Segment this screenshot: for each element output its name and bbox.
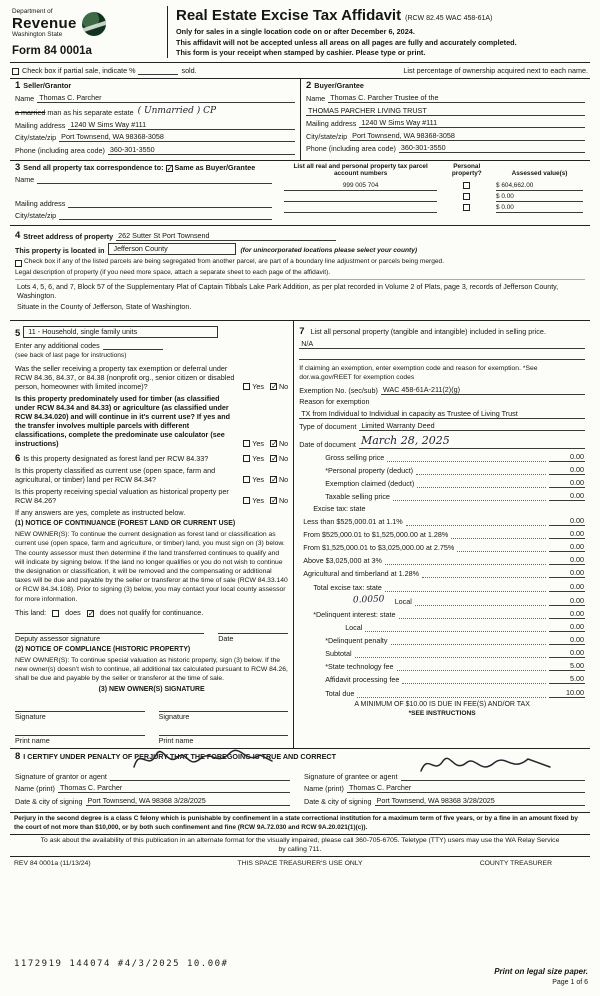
personal-property-field[interactable]: N/A	[299, 339, 585, 349]
amount-field[interactable]: 10.00	[549, 688, 585, 698]
tax-line-label: Excise tax: state	[313, 504, 366, 513]
county-select[interactable]: Jefferson County	[108, 243, 236, 255]
tax-line-label: *Delinquent interest: state	[313, 610, 396, 619]
assessed-value-field[interactable]: $ 604,662.00	[496, 182, 583, 191]
no-label: No	[278, 454, 289, 464]
print-legal-size-note: Print on legal size paper.	[494, 967, 588, 977]
correspondence-mailing-field[interactable]	[68, 200, 271, 208]
dor-logo-block	[10, 6, 168, 58]
tax-line-gross-selling-price	[299, 452, 585, 462]
tax-line-label: *Delinquent penalty	[325, 636, 388, 646]
county-note: (for unincorporated locations please select your county)	[240, 246, 418, 254]
legal-description-label: Legal description of property (if you need more space, attach a separate sheet to each page of the affidavit).	[15, 269, 331, 277]
notice-compliance-text: NEW OWNER(S): To continue special valuation as historic property, sign (3) below. If the new owner(s) doesn't wish to continue, all additional tax calculated pursuant to RCW 84.26, shall be due and payable by the seller or transferor at the time of sale.	[15, 656, 288, 683]
revenue-wordmark: Revenue	[12, 15, 77, 32]
tax-line-excise-tax-state	[299, 504, 585, 513]
exemption-deferral-question: Was the seller receiving a property tax exemption or deferral under RCW 84.36, 84.37, or 84.38 (nonprofit org., senior citizen or disabled person, homeowner with limited income)?	[15, 363, 235, 391]
section-3-correspondence	[10, 161, 590, 226]
section-4-number: 4	[15, 230, 21, 242]
seller-name-field[interactable]: Thomas C. Parcher	[37, 93, 295, 103]
sold-label: sold.	[181, 66, 197, 76]
tax-line-bracket-2	[299, 529, 585, 539]
section-7-column	[294, 321, 590, 748]
notice-line-2: This affidavit will not be accepted unless all areas on all pages are fully and accurately completed.	[176, 37, 517, 47]
personal-property-field-2[interactable]	[299, 352, 585, 360]
page-indicator: Page 1 of 6	[552, 979, 588, 987]
historic-property-question: Is this property receiving special valuation as historical property per RCW 84.26?	[15, 487, 229, 506]
located-in-label: This property is located in	[15, 246, 105, 256]
amount-field[interactable]: 0.00	[549, 555, 585, 565]
parcel-row	[282, 191, 585, 202]
grantee-date-city-label: Date & city of signing	[304, 796, 372, 806]
buyer-city-label: City/state/zip	[306, 131, 348, 141]
amount-field[interactable]: 0.00	[549, 635, 585, 645]
tax-line-bracket-4	[299, 555, 585, 565]
notice-line-3: This form is your receipt when stamped by cashier. Please type or print.	[176, 48, 426, 58]
tax-line-delinquent-penalty	[299, 635, 585, 645]
notice-continuance-title: (1) NOTICE OF CONTINUANCE (FOREST LAND OR CURRENT USE)	[15, 520, 236, 528]
buyer-heading: Buyer/Grantee	[314, 81, 364, 91]
tax-line-label: *Personal property (deduct)	[325, 465, 414, 475]
col-assessed-values: Assessed value(s)	[511, 170, 568, 178]
section-1-number: 1	[15, 80, 21, 92]
if-yes-note: If any answers are yes, complete as instructed below.	[15, 508, 186, 518]
buyer-city-field[interactable]: Port Townsend, WA 98368-3058	[350, 131, 585, 141]
document-date-field[interactable]: March 28, 2025	[359, 434, 585, 449]
section-7-number: 7	[299, 325, 305, 337]
seller-mailing-field[interactable]: 1240 W Sims Way #111	[68, 120, 295, 130]
no-checkbox[interactable]: ✓	[270, 475, 278, 485]
tax-line-bracket-1	[299, 516, 585, 526]
forest-land-question: Is this property designated as forest land per RCW 84.33?	[23, 453, 209, 463]
tax-line-label: Local	[394, 596, 412, 606]
current-use-question: Is this property classified as current use (open space, farm and agricultural, or timber) land per RCW 84.34?	[15, 466, 216, 485]
buyer-mailing-field[interactable]: 1240 W Sims Way #111	[359, 118, 585, 128]
amount-field[interactable]: 0.00	[549, 516, 585, 526]
amount-field[interactable]: 0.00	[549, 596, 585, 606]
amount-field[interactable]: 0.00	[549, 609, 585, 619]
street-address-field[interactable]: 262 Sutter St Port Townsend	[116, 231, 336, 241]
rev-form-code: REV 84 0001a (11/13/24)	[14, 860, 91, 868]
street-address-label: Street address of property	[23, 231, 114, 241]
tax-line-label: Taxable selling price	[325, 491, 390, 501]
tax-line-label: Total excise tax: state	[313, 582, 382, 592]
tax-line-label: Subtotal	[325, 649, 352, 659]
tax-line-label: Affidavit processing fee	[325, 675, 400, 685]
no-label: No	[278, 496, 289, 506]
document-type-label: Type of document	[299, 422, 357, 432]
rcw-reference: (RCW 82.45 WAC 458-61A)	[405, 15, 493, 22]
personal-property-checkbox[interactable]	[463, 182, 470, 189]
print-name-label: Print name	[158, 735, 194, 745]
parcel-row	[282, 202, 585, 213]
date-label: Date	[218, 633, 234, 643]
correspondence-name-label: Name	[15, 175, 35, 185]
form-title: Real Estate Excise Tax Affidavit	[176, 7, 402, 24]
seller-city-label: City/state/zip	[15, 133, 57, 143]
new-owner-signature-line[interactable]	[15, 704, 145, 712]
signature-label: Signature	[158, 711, 190, 721]
yes-checkbox[interactable]	[243, 497, 250, 504]
form-number: Form 84 0001a	[12, 45, 92, 57]
new-owner-print-name-line[interactable]	[15, 728, 145, 736]
amount-field[interactable]: 0.00	[549, 465, 585, 475]
tax-line-label: Gross selling price	[325, 452, 385, 462]
tax-line-affidavit-processing-fee	[299, 674, 585, 684]
same-as-buyer-checkbox[interactable]: ✓	[166, 164, 174, 174]
section-2-buyer	[300, 79, 590, 160]
amount-field[interactable]: 0.00	[549, 478, 585, 488]
does-not-checkbox[interactable]: ✓	[87, 608, 95, 618]
yes-label: Yes	[252, 496, 264, 506]
handwritten-local-rate: 0.0050	[353, 594, 385, 606]
new-owner-print-name-line[interactable]	[159, 728, 289, 736]
yes-checkbox[interactable]	[243, 455, 250, 462]
new-owners-signature-title: (3) NEW OWNER(S) SIGNATURE	[98, 686, 205, 694]
grantee-date-city-field[interactable]: Port Townsend, WA 98368 3/28/2025	[375, 796, 585, 806]
correspondence-heading: Send all property tax correspondence to:	[23, 163, 164, 173]
no-checkbox[interactable]: ✓	[270, 381, 278, 391]
notice-continuance-text: NEW OWNER(S): To continue the current designation as forest land or classification as current use (open space, farm and agriculture, or timber) land, you must sign on (3) below. The county assessor must then determine if the land transferred continues to qualify and will indicate by signing below. If the land no longer qualifies or you do not wish to continue the designation or classification, it will be removed and the compensating or additional taxes will be due and payable by the seller or transferor at the time of sale (RCW 84.33.140 or RCW 84.34.108). Prior to signing (3) below, you may contact your local county assessor for more information.	[15, 531, 288, 603]
exemption-instructions: If claiming an exemption, enter exemption code and reason for exemption. *See dor.wa.gov/REET for exemption codes	[299, 364, 538, 382]
tax-line-exemption-claimed	[299, 478, 585, 488]
grantor-date-city-field[interactable]: Port Townsend, WA 98368 3/28/2025	[86, 796, 290, 806]
amount-field[interactable]: 0.00	[549, 568, 585, 578]
tax-line-label: Exemption claimed (deduct)	[325, 478, 415, 488]
tax-line-label: Local	[345, 623, 363, 633]
notice-compliance-title: (2) NOTICE OF COMPLIANCE (HISTORIC PROPERTY)	[15, 645, 191, 653]
yes-label: Yes	[252, 438, 264, 448]
no-label: No	[278, 475, 289, 485]
amount-field[interactable]: 0.00	[549, 622, 585, 632]
amount-field[interactable]: 0.00	[549, 529, 585, 539]
tax-line-taxable-selling-price	[299, 491, 585, 501]
parcel-table	[282, 163, 585, 213]
grantee-name-field[interactable]: Thomas C. Parcher	[347, 783, 585, 793]
tax-line-label: From $525,000.01 to $1,525,000.00 at 1.28%	[303, 530, 449, 540]
exemption-no-field[interactable]: WAC 458-61A-211(2)(g)	[381, 385, 585, 395]
seller-mailing-label: Mailing address	[15, 120, 66, 130]
yes-label: Yes	[252, 381, 264, 391]
col-personal-property: Personal property?	[451, 163, 482, 178]
deputy-assessor-label: Deputy assessor signature	[15, 633, 101, 643]
grantor-name-field[interactable]: Thomas C. Parcher	[58, 783, 290, 793]
no-checkbox[interactable]: ✓	[270, 496, 278, 506]
personal-property-checkbox[interactable]	[463, 193, 470, 200]
correspondence-city-field[interactable]	[59, 212, 272, 220]
buyer-name-field[interactable]: Thomas C. Parcher Trustee of the	[328, 93, 585, 103]
correspondence-city-label: City/state/zip	[15, 210, 57, 220]
section-2-number: 2	[306, 80, 312, 92]
correspondence-mailing-label: Mailing address	[15, 199, 66, 209]
deputy-date-line[interactable]	[218, 626, 288, 634]
amount-field[interactable]: 0.00	[549, 452, 585, 462]
grantee-signature-label: Signature of grantee or agent	[304, 771, 398, 781]
section-1-seller	[10, 79, 300, 160]
form-header	[10, 6, 590, 63]
seller-city-field[interactable]: Port Townsend, WA 98368-3058	[59, 132, 295, 142]
document-date-label: Date of document	[299, 439, 356, 449]
partial-sale-checkbox[interactable]	[12, 68, 19, 75]
partial-percent-field[interactable]	[138, 67, 178, 75]
grantor-signature-block	[15, 769, 300, 808]
additional-codes-field[interactable]	[103, 342, 163, 350]
deputy-assessor-signature-line[interactable]	[15, 626, 204, 634]
seller-status-text: man as his separate estate	[47, 108, 134, 118]
certify-statement: I CERTIFY UNDER PENALTY OF PERJURY THAT THE FOREGOING IS TRUE AND CORRECT	[23, 751, 336, 761]
section-6-number: 6	[15, 452, 21, 464]
same-as-buyer-label: Same as Buyer/Grantee	[174, 163, 256, 173]
tax-line-label: Less than $525,000.01 at 1.1%	[303, 517, 403, 527]
section-5-6-column	[10, 321, 294, 748]
amount-field[interactable]: 0.00	[549, 648, 585, 658]
grantor-name-print-label: Name (print)	[15, 784, 55, 794]
yes-checkbox[interactable]	[243, 476, 250, 483]
section-3-number: 3	[15, 162, 21, 174]
yes-checkbox[interactable]	[243, 440, 250, 447]
tax-line-label: *State technology fee	[325, 662, 394, 672]
amount-field[interactable]: 0.00	[549, 491, 585, 501]
grantor-signature[interactable]	[128, 741, 278, 775]
tax-line-local	[299, 595, 585, 606]
section-5-number: 5	[15, 327, 21, 339]
no-label: No	[278, 438, 289, 448]
parcel-number-field[interactable]	[284, 193, 438, 202]
additional-codes-label: Enter any additional codes	[15, 340, 100, 350]
see-instructions-note: *SEE INSTRUCTIONS	[408, 710, 476, 718]
seller-name-label: Name	[15, 94, 35, 104]
buyer-phone-field[interactable]: 360-301-3550	[399, 143, 585, 153]
parcel-row	[282, 180, 585, 191]
department-of-label: Department of	[12, 8, 53, 15]
tax-line-personal-property-deduct	[299, 465, 585, 475]
grantor-signature-label: Signature of grantor or agent	[15, 771, 107, 781]
legal-text-2: Situate in the County of Jefferson, State of Washington.	[17, 303, 192, 312]
assessed-value-field[interactable]: $ 0.00	[496, 204, 583, 213]
tax-line-total-excise-state	[299, 582, 585, 592]
tax-line-subtotal	[299, 648, 585, 658]
perjury-notice: Perjury in the second degree is a class C felony which is punishable by confinement in a state correctional institution for a maximum term of five years, or by a fine in an amount fixed by the court of not more than $10,000, or by both such confinement and fine (RCW 9A.72.030 and RCW 9A.20.021(1)(c)).	[10, 813, 590, 835]
personal-property-heading: List all personal property (tangible and intangible) included in selling price.	[310, 326, 546, 336]
buyer-phone-label: Phone (including area code)	[306, 144, 396, 154]
partial-sale-row	[10, 63, 590, 79]
assessed-value-field[interactable]: $ 0.00	[496, 193, 583, 202]
reason-for-exemption-label: Reason for exemption	[299, 397, 370, 407]
amount-field[interactable]: 5.00	[549, 661, 585, 671]
alternate-format-notice: To ask about the availability of this publication in an alternate format for the visually impaired, please call 360-705-6705. Teletype (TTY) users may use the WA Relay Service by calling 711.	[10, 835, 590, 857]
tax-line-label: From $1,525,000.01 to $3,025,000.00 at 2.75%	[303, 543, 455, 553]
tax-line-bracket-3	[299, 542, 585, 552]
land-use-code-select[interactable]: 11 - Household, single family units	[23, 326, 218, 338]
legal-description[interactable]	[15, 279, 585, 317]
this-land-label: This land:	[15, 607, 47, 617]
treasurer-use-label: THIS SPACE TREASURER'S USE ONLY	[237, 860, 363, 868]
tax-line-state-technology-fee	[299, 661, 585, 671]
dor-logo	[82, 12, 106, 36]
yes-checkbox[interactable]	[243, 383, 250, 390]
exemption-no-label: Exemption No. (sec/sub)	[299, 385, 378, 395]
grantee-signature[interactable]	[416, 749, 556, 779]
partial-sale-label: Check box if partial sale, indicate %	[22, 66, 136, 76]
segregated-checkbox[interactable]	[15, 260, 22, 267]
section-8-certification	[10, 749, 590, 814]
does-checkbox[interactable]	[52, 610, 59, 617]
county-treasurer-label: COUNTY TREASURER	[479, 860, 552, 868]
unmarried-handwritten-note: ( Unmarried ) CP	[137, 105, 217, 116]
minimum-due-note: A MINIMUM OF $10.00 IS DUE IN FEE(S) AND/OR TAX	[354, 700, 530, 708]
grantor-date-city-label: Date & city of signing	[15, 796, 83, 806]
buyer-mailing-label: Mailing address	[306, 119, 357, 129]
seller-phone-label: Phone (including area code)	[15, 145, 105, 155]
seller-heading: Seller/Grantor	[23, 81, 72, 91]
buyer-name-field-2[interactable]: THOMAS PARCHER LIVING TRUST	[306, 106, 585, 116]
treasurer-stamp: 1172919 144074 #4/3/2025 10.00#	[14, 958, 229, 969]
section-4-property	[10, 226, 590, 321]
tax-line-local-2	[299, 622, 585, 632]
buyer-name-label: Name	[306, 94, 326, 104]
additional-codes-note: (see back of last page for instructions)	[15, 352, 127, 360]
yes-label: Yes	[252, 475, 264, 485]
notice-line-1: Only for sales in a single location code on or after December 6, 2024.	[176, 27, 415, 37]
amount-field[interactable]: 0.00	[549, 582, 585, 592]
grantee-name-print-label: Name (print)	[304, 784, 344, 794]
correspondence-name-field[interactable]	[37, 176, 272, 184]
tax-line-label: Total due	[325, 688, 355, 698]
parcel-number-field[interactable]	[284, 204, 438, 213]
does-label: does	[65, 607, 81, 617]
yes-label: Yes	[252, 454, 264, 464]
tax-line-label: Agricultural and timberland at 1.28%	[303, 569, 420, 579]
amount-field[interactable]: 5.00	[549, 674, 585, 684]
no-checkbox[interactable]: ✓	[270, 454, 278, 464]
ownership-note: List percentage of ownership acquired next to each name.	[403, 66, 588, 76]
parcel-number-field[interactable]: 999 005 704	[284, 182, 438, 191]
no-label: No	[278, 381, 289, 391]
washington-state-label: Washington State	[12, 31, 63, 38]
seller-phone-field[interactable]: 360-301-3550	[108, 145, 295, 155]
col-parcel-numbers: List all real and personal property tax parcel account numbers	[293, 163, 428, 178]
footer-row	[10, 857, 590, 871]
legal-text-1: Lots 4, 5, 6, and 7, Block 57 of the Supplementary Plat of Captain Tibbals Lake Park Addition, as per plat recorded in Volume 2 of Plats, page 3, records of Jefferson County, Washington.	[17, 283, 559, 301]
segregated-label: Check box if any of the listed parcels are being segregated from another parcel, are part of a boundary line adjustment or parcels being merged.	[24, 258, 445, 266]
document-type-field[interactable]: Limited Warranty Deed	[359, 421, 585, 431]
tax-line-total-due	[299, 688, 585, 698]
seller-status-struck: a married	[15, 108, 46, 118]
exemption-reason-field[interactable]: TX from Individual to Individual in capacity as Trustee of Living Trust	[299, 409, 585, 419]
does-not-label: does not qualify for continuance.	[99, 607, 204, 617]
main-columns	[10, 321, 590, 749]
timber-agriculture-question: Is this property predominately used for timber (as classified under RCW 84.34 and 84.33) or agriculture (as classified under RCW 84.34.020) and will continue in it's current use? If yes and the transfer involves multiple parcels with different classifications, complete the predominate use calculator (see instructions)	[15, 393, 230, 448]
amount-field[interactable]: 0.00	[549, 542, 585, 552]
personal-property-checkbox[interactable]	[463, 204, 470, 211]
tax-line-agricultural-timberland	[299, 568, 585, 578]
new-owner-signature-line[interactable]	[159, 704, 289, 712]
no-checkbox[interactable]: ✓	[270, 438, 278, 448]
tax-line-delinquent-interest-state	[299, 609, 585, 619]
signature-label: Signature	[15, 711, 46, 721]
section-8-number: 8	[15, 750, 21, 762]
tax-line-label: Above $3,025,000 at 3%	[303, 556, 382, 566]
print-name-label: Print name	[15, 735, 50, 745]
